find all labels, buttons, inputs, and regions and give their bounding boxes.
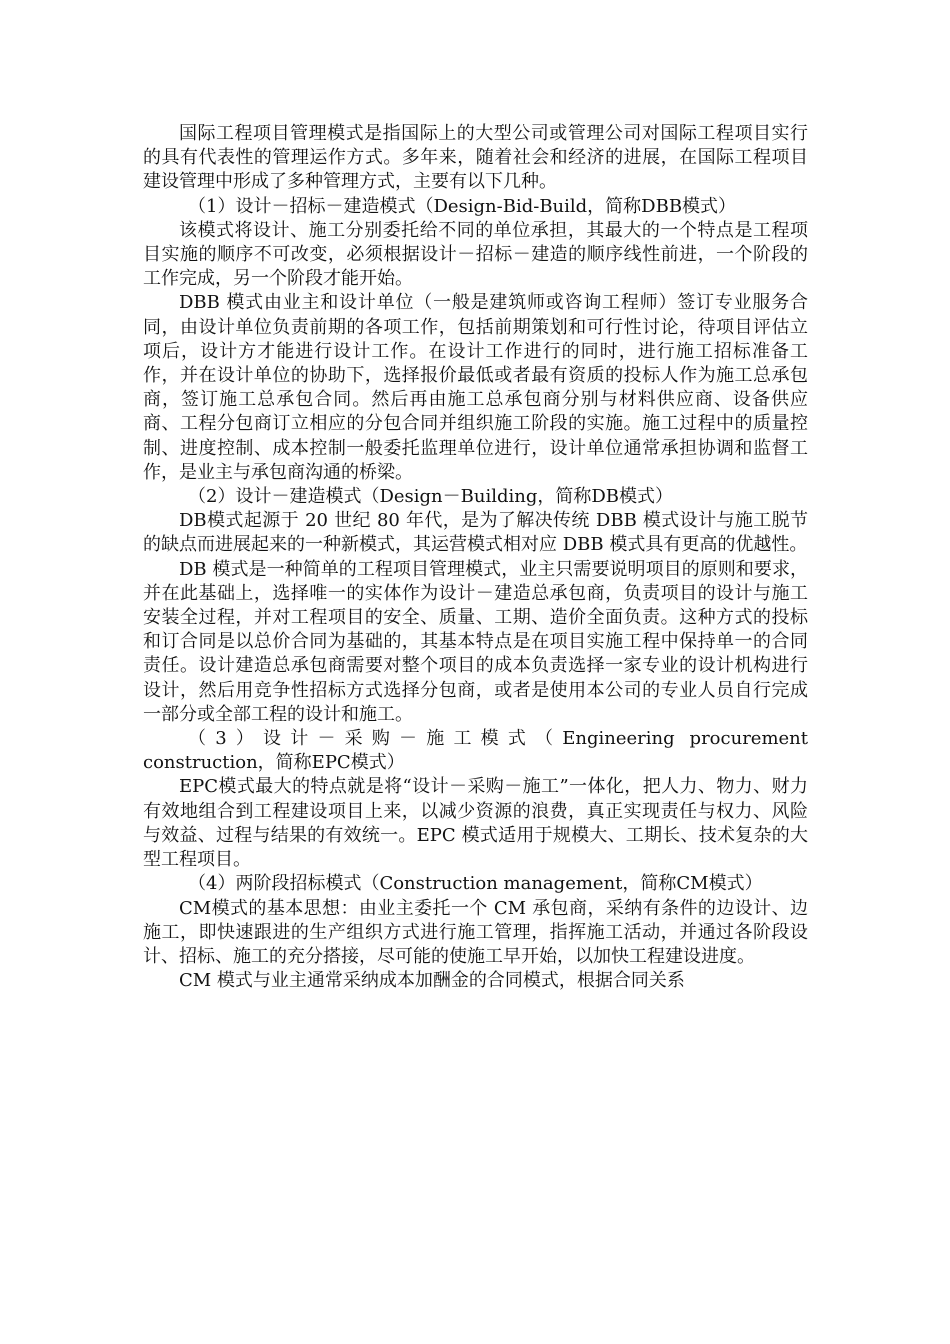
section-heading-dbb: （1）设计－招标－建造模式（Design-Bid-Build，简称DBB模式） [188,195,737,217]
dbb-paragraph-2: DBB 模式由业主和设计单位（一般是建筑师或咨询工程师）签订专业服务合同，由设计单位负责前期的各项工作，包括前期策划和可行性讨论，待项目评估立项后，设计方才能进行设计工作。在设计工作进行的同时，进行施工招标准备工作，并在设计单位的协助下，选择报价最低或者最有资质的投标人作为施工总承包商，签订施工总承包合同。然后再由施工总承包商分别与材料供应商、设备供应商、工程分包商订立相应的分包合同并组织施工阶段的实施。施工过程中的质量控制、进度控制、成本控制一般委托监理单位进行，设计单位通常承担协调和监督工作，是业主与承包商沟通的桥梁。 [143,292,808,483]
epc-paragraph: EPC模式最大的特点就是将“设计－采购－施工”一体化，把人力、物力、财力有效地组合到工程建设项目上来，以减少资源的浪费，真正实现责任与权力、风险与效益、过程与结果的有效统一。EPC 模式适用于规模大、工期长、技术复杂的大型工程项目。 [143,776,808,871]
intro-paragraph: 国际工程项目管理模式是指国际上的大型公司或管理公司对国际工程项目实行的具有代表性的管理运作方式。多年来，随着社会和经济的进展，在国际工程项目建设管理中形成了多种管理方式，主要有以下几种。 [143,123,808,193]
section-heading-db: （2）设计－建造模式（Design－Building，简称DB模式） [188,486,674,508]
section-heading-cm: （4）两阶段招标模式（Construction management，简称CM模式） [188,873,763,895]
cm-paragraph-1: CM模式的基本思想：由业主委托一个 CM 承包商，采纳有条件的边设计、边施工，即快速跟进的生产组织方式进行施工管理，指挥施工活动，并通过各阶段设计、招标、施工的充分搭接，尽可能的使施工早开始，以加快工程建设进度。 [143,897,808,967]
document-page [143,122,808,993]
section-heading-epc: （3）设计－采购－施工模式（Engineering procurement construction，简称EPC模式） [143,728,808,774]
dbb-paragraph-1: 该模式将设计、施工分别委托给不同的单位承担，其最大的一个特点是工程项目实施的顺序不可改变，必须根据设计－招标－建造的顺序线性前进，一个阶段的工作完成，另一个阶段才能开始。 [143,219,808,290]
db-paragraph-1: DB模式起源于 20 世纪 80 年代，是为了解决传统 DBB 模式设计与施工脱节的缺点而进展起来的一种新模式，其运营模式相对应 DBB 模式具有更高的优越性。 [143,510,808,556]
db-paragraph-2: DB 模式是一种简单的工程项目管理模式，业主只需要说明项目的原则和要求，并在此基础上，选择唯一的实体作为设计－建造总承包商，负责项目的设计与施工安装全过程，并对工程项目的安全、质量、工期、造价全面负责。这种方式的投标和订合同是以总价合同为基础的，其基本特点是在项目实施工程中保持单一的合同责任。设计建造总承包商需要对整个项目的成本负责选择一家专业的设计机构进行设计，然后用竞争性招标方式选择分包商，或者是使用本公司的专业人员自行完成一部分或全部工程的设计和施工。 [143,558,808,725]
cm-paragraph-2: CM 模式与业主通常采纳成本加酬金的合同模式，根据合同关系 [179,970,685,992]
